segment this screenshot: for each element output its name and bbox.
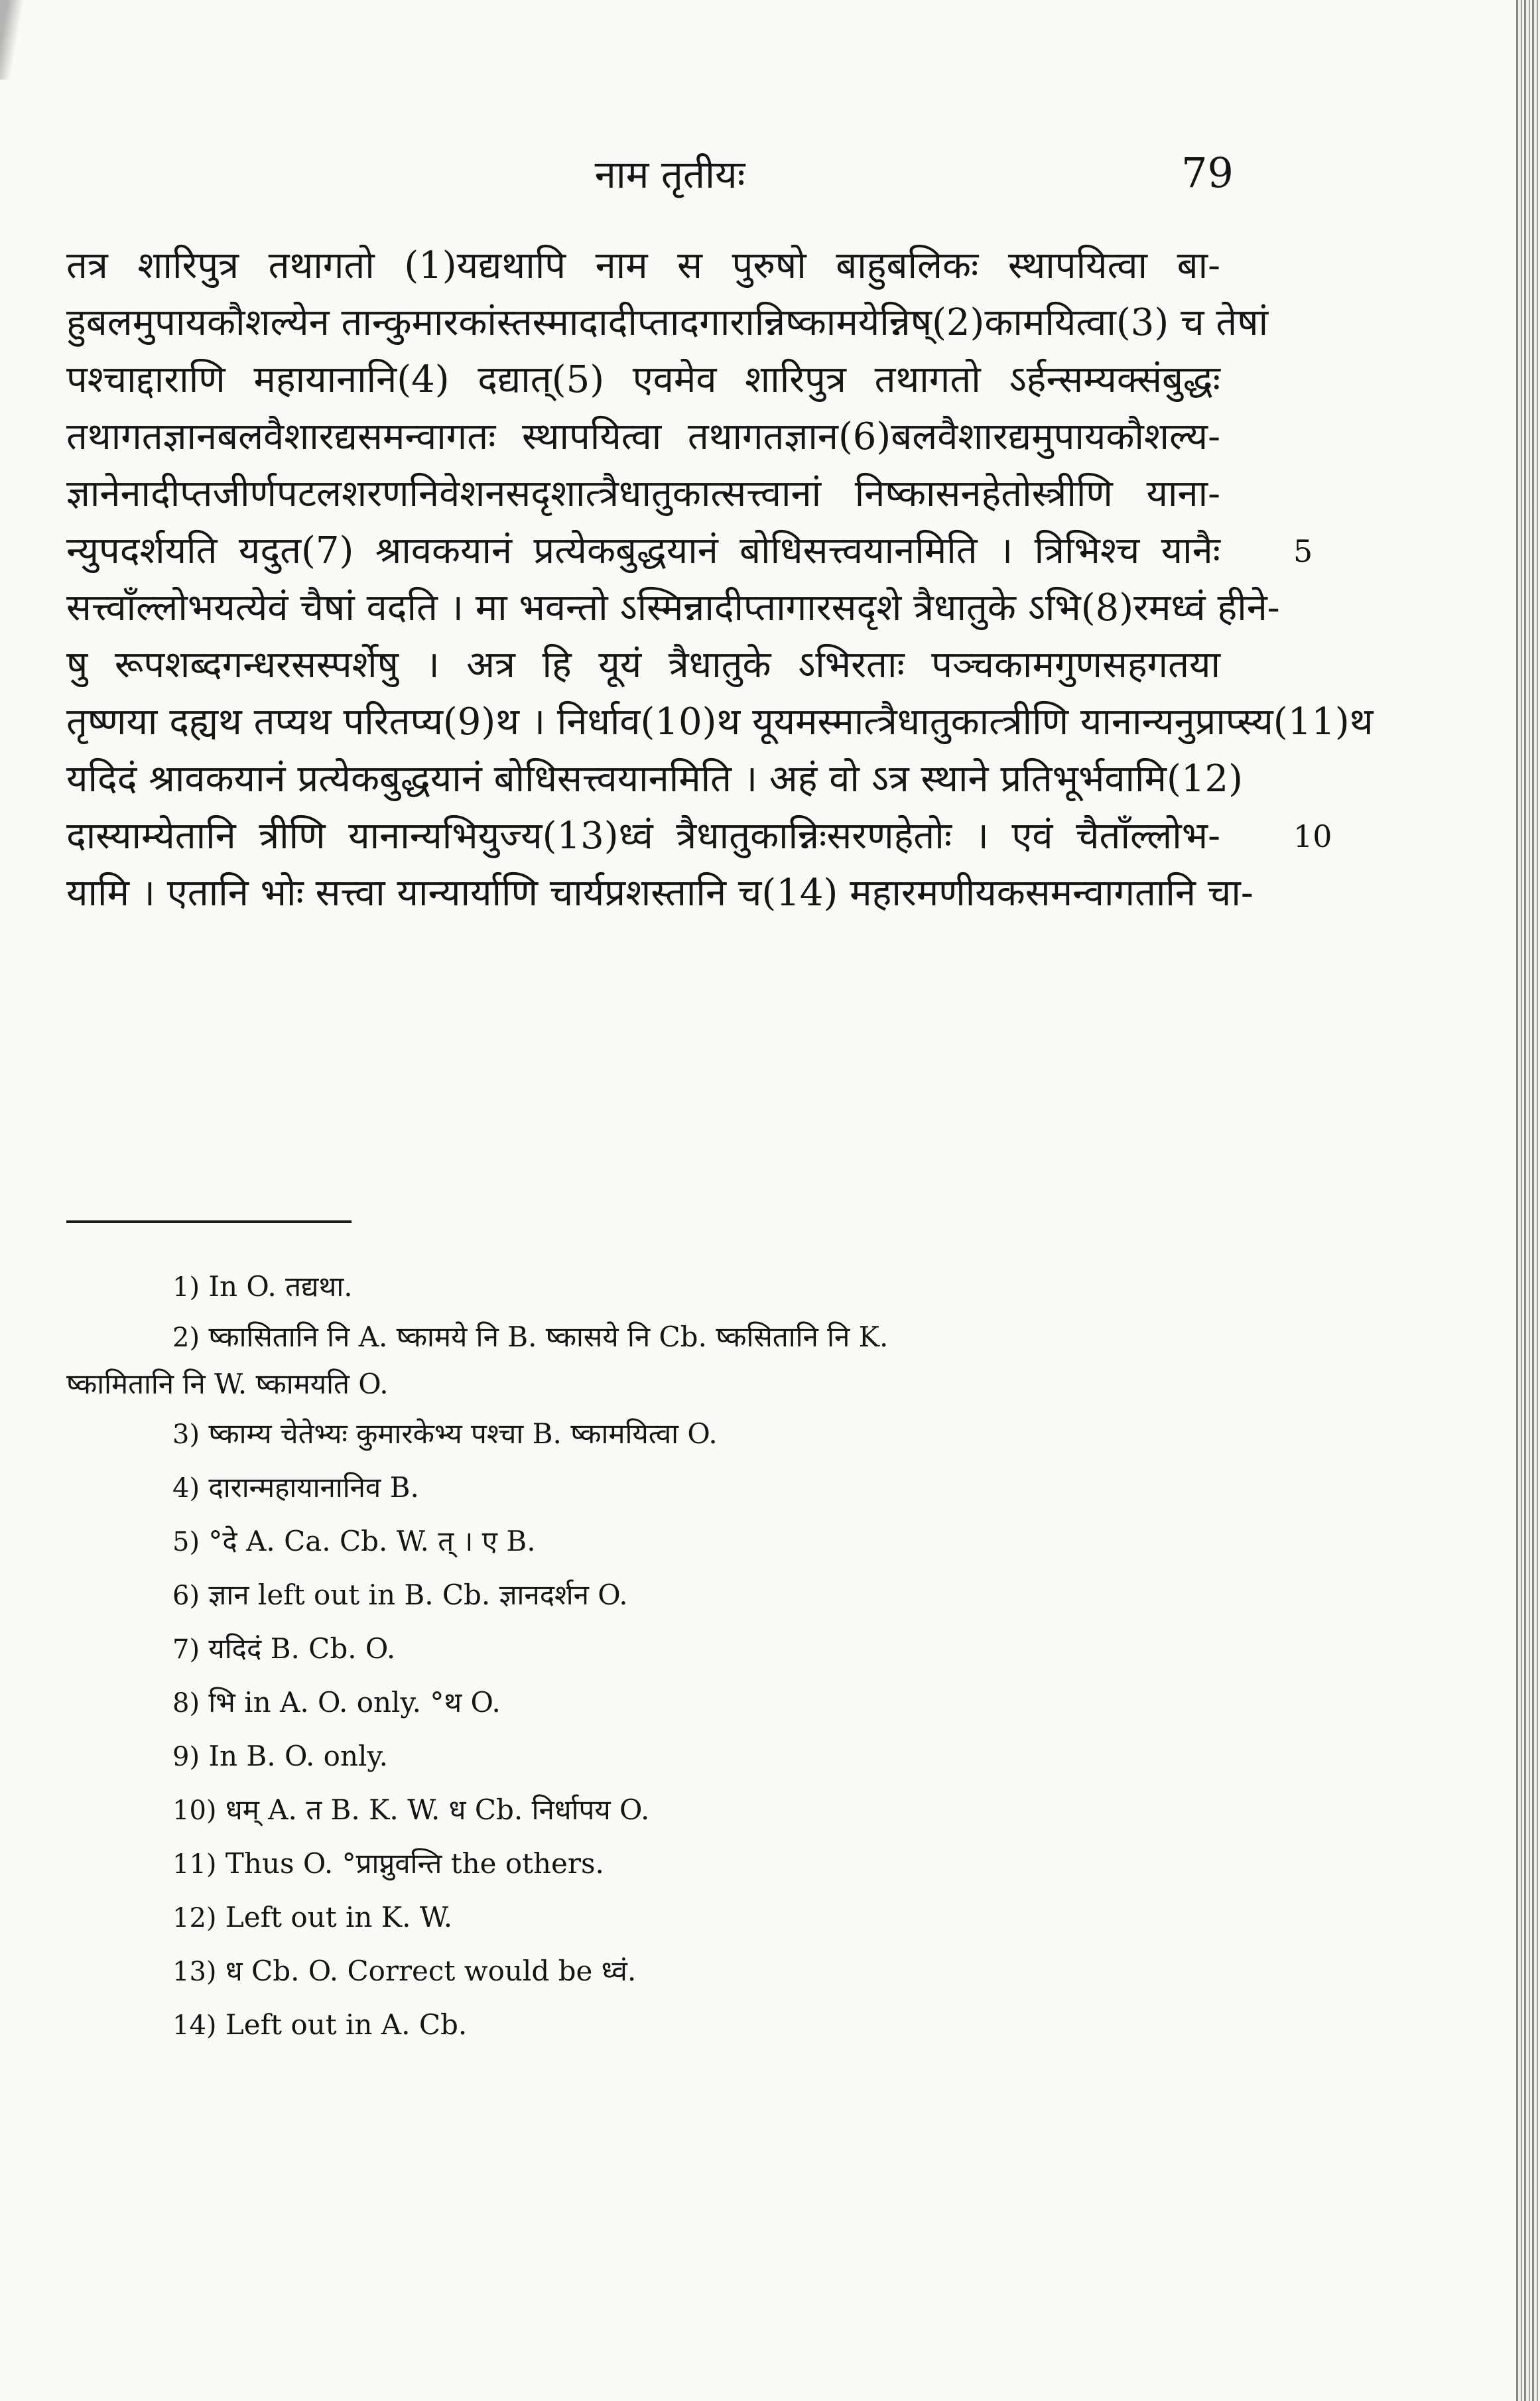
footnote [172, 1515, 1234, 1569]
footnote-text: ध Cb. O. Correct would be ध्वं. [225, 1955, 637, 1987]
footnote-number: 3) [172, 1419, 200, 1450]
footnote-number: 5) [172, 1527, 200, 1557]
footnote-number: 13) [172, 1957, 217, 1987]
running-header: नाम तृतीयः [594, 152, 745, 197]
footnote-number: 1) [172, 1272, 200, 1303]
footnotes [66, 1260, 1234, 2052]
footnote-text: भि in A. O. only. °थ O. [208, 1686, 501, 1719]
footnote [172, 1676, 1234, 1730]
footnote-text: दारान्महायानानिव B. [208, 1471, 419, 1504]
footnote [172, 1891, 1234, 1945]
text-line: तत्र शारिपुत्र तथागतो (1)यद्यथापि नाम स पुरुषो बाहुबलिकः स्थापयित्वा बा- [66, 244, 1220, 287]
footnote-text: °दे A. Ca. Cb. W. त् । ए B. [208, 1525, 536, 1557]
footnote-number: 2) [172, 1323, 200, 1353]
text-line: ज्ञानेनादीप्तजीर्णपटलशरणनिवेशनसदृशात्त्रैधातुकात्सत्त्वानां निष्कासनहेतोस्त्रीणि याना- [66, 472, 1220, 515]
page-number: 79 [1181, 149, 1234, 197]
text-line: तथागतज्ञानबलवैशारद्यसमन्वागतः स्थापयित्वा तथागतज्ञान(6)बलवैशारद्यमुपायकौशल्य- [66, 415, 1220, 458]
footnote-text: Left out in A. Cb. [225, 2008, 468, 2041]
footnote [172, 1407, 1234, 1461]
footnote [172, 1998, 1234, 2052]
footnote [172, 1730, 1234, 1784]
scan-corner-mark [0, 0, 27, 80]
footnote [172, 1784, 1234, 1837]
footnote-number: 4) [172, 1473, 200, 1504]
main-text [66, 237, 1374, 922]
footnote-number: 11) [172, 1849, 217, 1880]
footnote [66, 1314, 1234, 1407]
page-binding-edge [1516, 0, 1540, 2401]
line-number-marker: 5 [1293, 533, 1313, 569]
footnote [172, 1260, 1234, 1314]
text-line: यदिदं श्रावकयानं प्रत्येकबुद्धयानं बोधिसत्त्वयानमिति । अहं वो ऽत्र स्थाने प्रतिभूर्भवामि(12) [66, 757, 1243, 801]
text-line: यामि । एतानि भोः सत्त्वा यान्यार्याणि चार्यप्रशस्तानि च(14) महारमणीयकसमन्वागतानि चा- [66, 872, 1253, 915]
line-number-marker: 10 [1293, 818, 1332, 854]
footnote-text: Thus O. °प्राप्नुवन्ति the others. [225, 1847, 604, 1880]
footnote-number: 7) [172, 1634, 200, 1665]
footnote-number: 14) [172, 2010, 217, 2041]
footnote-continuation: ष्कामितानि नि W. ष्कामयति O. [66, 1368, 389, 1400]
footnote [172, 1837, 1234, 1891]
footnote [172, 1945, 1234, 1998]
footnote-number: 12) [172, 1903, 217, 1933]
footnote-divider [66, 1220, 352, 1223]
footnote-text: धम् A. त B. K. W. ध Cb. निर्धापय O. [225, 1793, 650, 1826]
footnote-text: Left out in K. W. [225, 1901, 453, 1933]
text-line: हुबलमुपायकौशल्येन तान्कुमारकांस्तस्मादादीप्तादगारान्निष्कामयेन्निष्(2)कामयित्वा(3) च तेषां [66, 301, 1269, 344]
text-line: पश्चाद्दाराणि महायानानि(4) दद्यात्(5) एवमेव शारिपुत्र तथागतो ऽर्हन्सम्यक्संबुद्धः [66, 358, 1220, 401]
footnote-number: 6) [172, 1581, 200, 1611]
footnote-text: ज्ञान left out in B. Cb. ज्ञानदर्शन O. [208, 1579, 628, 1611]
footnote-text: In B. O. only. [208, 1740, 388, 1772]
footnote [172, 1569, 1234, 1622]
footnote-text: ष्कासितानि नि A. ष्कामये नि B. ष्कासये नि Cb. ष्कसितानि नि K. [208, 1321, 889, 1353]
text-line: दास्याम्येतानि त्रीणि यानान्यभियुज्य(13)ध्वं त्रैधातुकान्निःसरणहेतोः । एवं चैताँल्लोभ- [66, 814, 1220, 858]
footnote [172, 1622, 1234, 1676]
text-line: षु रूपशब्दगन्धरसस्पर्शेषु । अत्र हि यूयं त्रैधातुके ऽभिरताः पञ्चकामगुणसहगतया [66, 643, 1220, 686]
footnote-text: यदिदं B. Cb. O. [208, 1632, 396, 1665]
footnote-text: In O. तद्यथा. [208, 1270, 353, 1303]
text-line: सत्त्वाँल्लोभयत्येवं चैषां वदति । मा भवन्तो ऽस्मिन्नादीप्तागारसदृशे त्रैधातुके ऽभि(8)रमध्वं हीने- [66, 586, 1280, 629]
text-line: न्युपदर्शयति यदुत(7) श्रावकयानं प्रत्येकबुद्धयानं बोधिसत्त्वयानमिति । त्रिभिश्च यानैः [66, 529, 1220, 572]
footnote-text: ष्काम्य चेतेभ्यः कुमारकेभ्य पश्चा B. ष्कामयित्वा O. [208, 1417, 718, 1450]
footnote-number: 10) [172, 1795, 217, 1826]
footnote [172, 1461, 1234, 1515]
footnote-number: 8) [172, 1688, 200, 1719]
text-line: तृष्णया दह्यथ तप्यथ परितप्य(9)थ । निर्धाव(10)थ यूयमस्मात्त्रैधातुकात्त्रीणि यानान्यनुप्राप्स्य(11)थ [66, 700, 1374, 744]
footnote-number: 9) [172, 1742, 200, 1772]
